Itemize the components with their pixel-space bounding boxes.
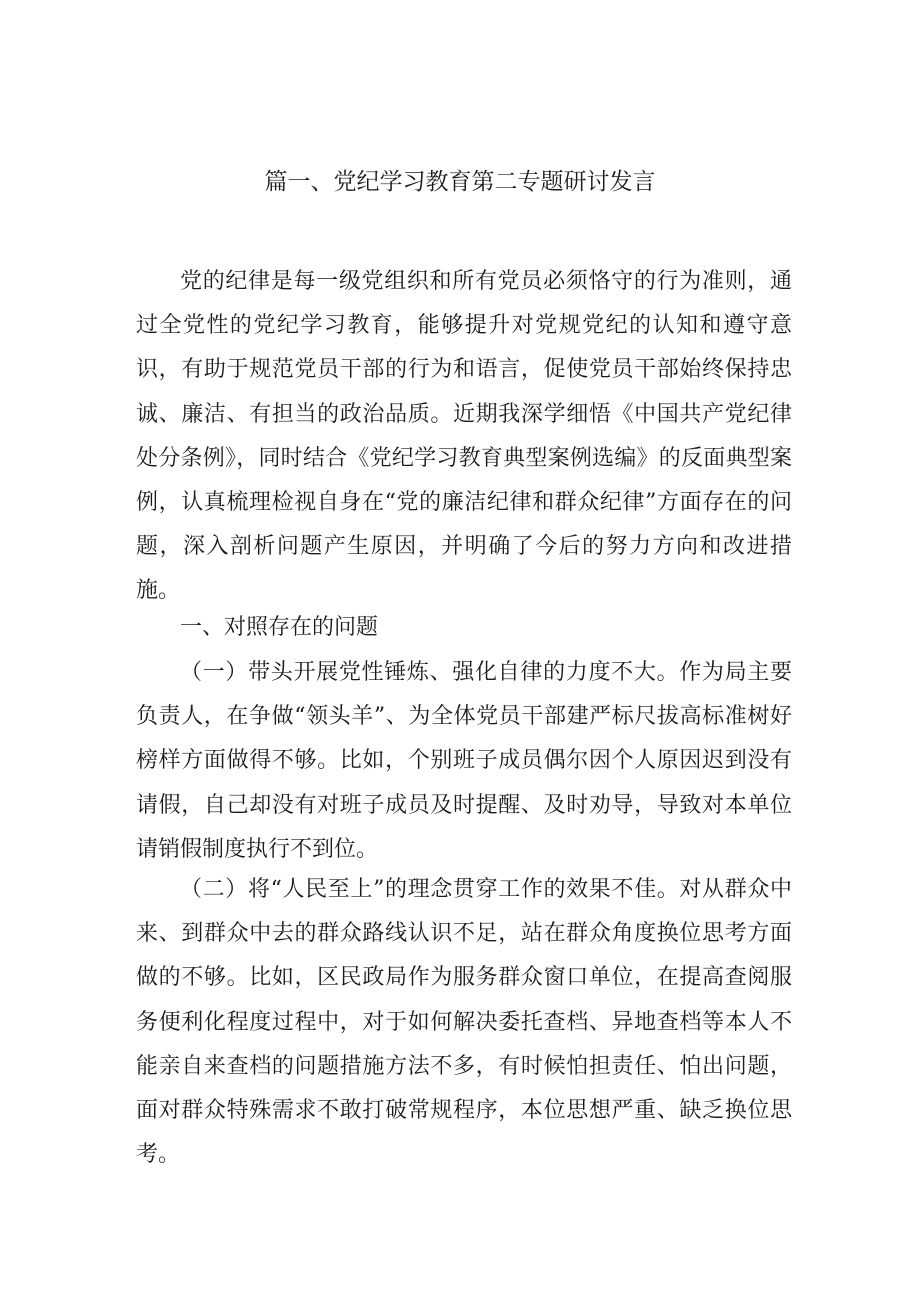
page-title: 篇一、党纪学习教育第二专题研讨发言 bbox=[264, 169, 656, 195]
section-heading: 一、对照存在的问题 bbox=[180, 615, 379, 640]
subsection-paragraph-2: （二）将“人民至上”的理念贯穿工作的效果不佳。对从群众中来、到群众中去的群众路线认识不足，站在群众角度换位思考方面做的不够。比如，区民政局作为服务群众窗口单位，在提高查阅服务便利化程度过程中，对于如何解决委托查档、异地查档等本人不能亲自来查档的问题措施方法不多，有时候怕担责任、怕出问题，面对群众特殊需求不敢打破常规程序，本位思想严重、缺乏换位思考。 bbox=[136, 877, 792, 1168]
subsection-paragraph-1: （一）带头开展党性锤炼、强化自律的力度不大。作为局主要负责人，在争做“领头羊”、为全体党员干部建严标尺拔高标准树好榜样方面做得不够。比如，个别班子成员偶尔因个人原因迟到没有请假，自己却没有对班子成员及时提醒、及时劝导，导致对本单位请销假制度执行不到位。 bbox=[136, 660, 792, 862]
intro-paragraph: 党的纪律是每一级党组织和所有党员必须恪守的行为准则，通过全党性的党纪学习教育，能够提升对党规党纪的认知和遵守意识，有助于规范党员干部的行为和语言，促使党员干部始终保持忠诚、廉洁、有担当的政治品质。近期我深学细悟《中国共产党纪律处分条例》，同时结合《党纪学习教育典型案例选编》的反面典型案例，认真梳理检视自身在“党的廉洁纪律和群众纪律”方面存在的问题，深入剖析问题产生原因，并明确了今后的努力方向和改进措施。 bbox=[136, 269, 792, 604]
